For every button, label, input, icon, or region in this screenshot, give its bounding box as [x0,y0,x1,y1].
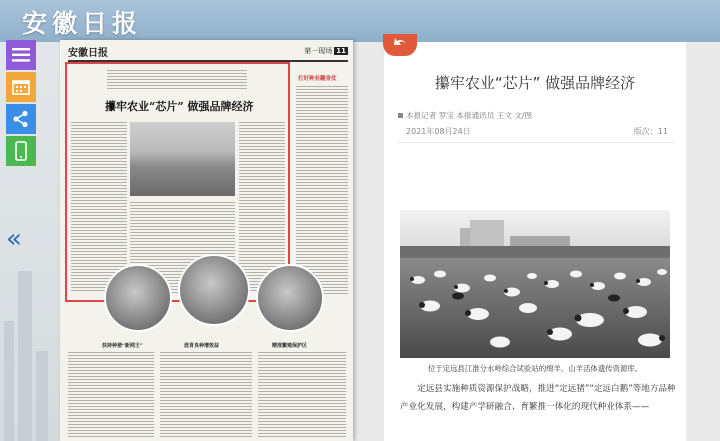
paper-masthead [68,46,348,62]
paper-bottom-head: 扶持种猪“新网王” [102,343,143,349]
paper-column [160,352,252,438]
article-title: 攥牢农业“芯片” 做强品牌经济 [434,74,636,92]
paper-brand: 安徽日报 [68,48,108,59]
article-body: 定远县实施种质资源保护战略，推进“定远猪”“定远白鹅”等地方品种产业化发展，构建产学研融合、育繁推一体化的现代种业体系—— [400,384,676,412]
share-icon [12,110,30,128]
byline-bullet-icon [398,113,403,118]
paper-deck-text [107,70,247,90]
paper-column [68,352,154,438]
paper-page-number: 11 [336,47,346,55]
paper-circle-photo [104,264,172,332]
top-bar [0,0,720,42]
article-edition: 版次：11 [633,127,668,136]
paper-section: 第一现场 11 [304,47,346,55]
calendar-button[interactable] [6,72,36,102]
paper-bottom-head: 选育良种增效益 [184,343,220,349]
paper-photo [130,122,235,196]
back-button[interactable] [383,34,417,56]
article-byline: 本报记者 罗宝 本报通讯员 王文 文/图 [398,110,532,121]
divider [398,142,674,143]
mobile-icon [15,141,27,161]
newspaper-page[interactable] [60,40,353,441]
prev-page-button[interactable]: « [6,224,22,254]
paper-headline: 攥牢农业“芯片” 做强品牌经济 [105,100,254,113]
side-toolbar [6,40,36,168]
article-photo [400,210,670,358]
paper-column [71,122,127,292]
back-arrow-icon [392,37,408,51]
paper-column [258,352,346,438]
article-panel [384,42,686,441]
sheep-field-photo [400,210,670,358]
photo-caption: 位于定远县江淮分水岭综合试验站的绵羊、山羊活体遗传资源库。 [427,364,643,373]
share-button[interactable] [6,104,36,134]
paper-column [296,86,348,296]
paper-subhead: 打好种业翻身仗 [298,76,337,82]
paper-bottom-head: 精准繁殖保护区 [272,343,308,349]
paper-circle-photo [256,264,324,332]
highlighted-article-region[interactable] [65,62,290,302]
article-date: 2021年08月24日 [406,127,471,136]
calendar-icon [12,79,30,95]
paper-circle-photo [178,254,250,326]
menu-button[interactable] [6,40,36,70]
menu-icon [12,48,30,62]
app-logo: 安徽日报 [22,9,143,38]
mobile-button[interactable] [6,136,36,166]
